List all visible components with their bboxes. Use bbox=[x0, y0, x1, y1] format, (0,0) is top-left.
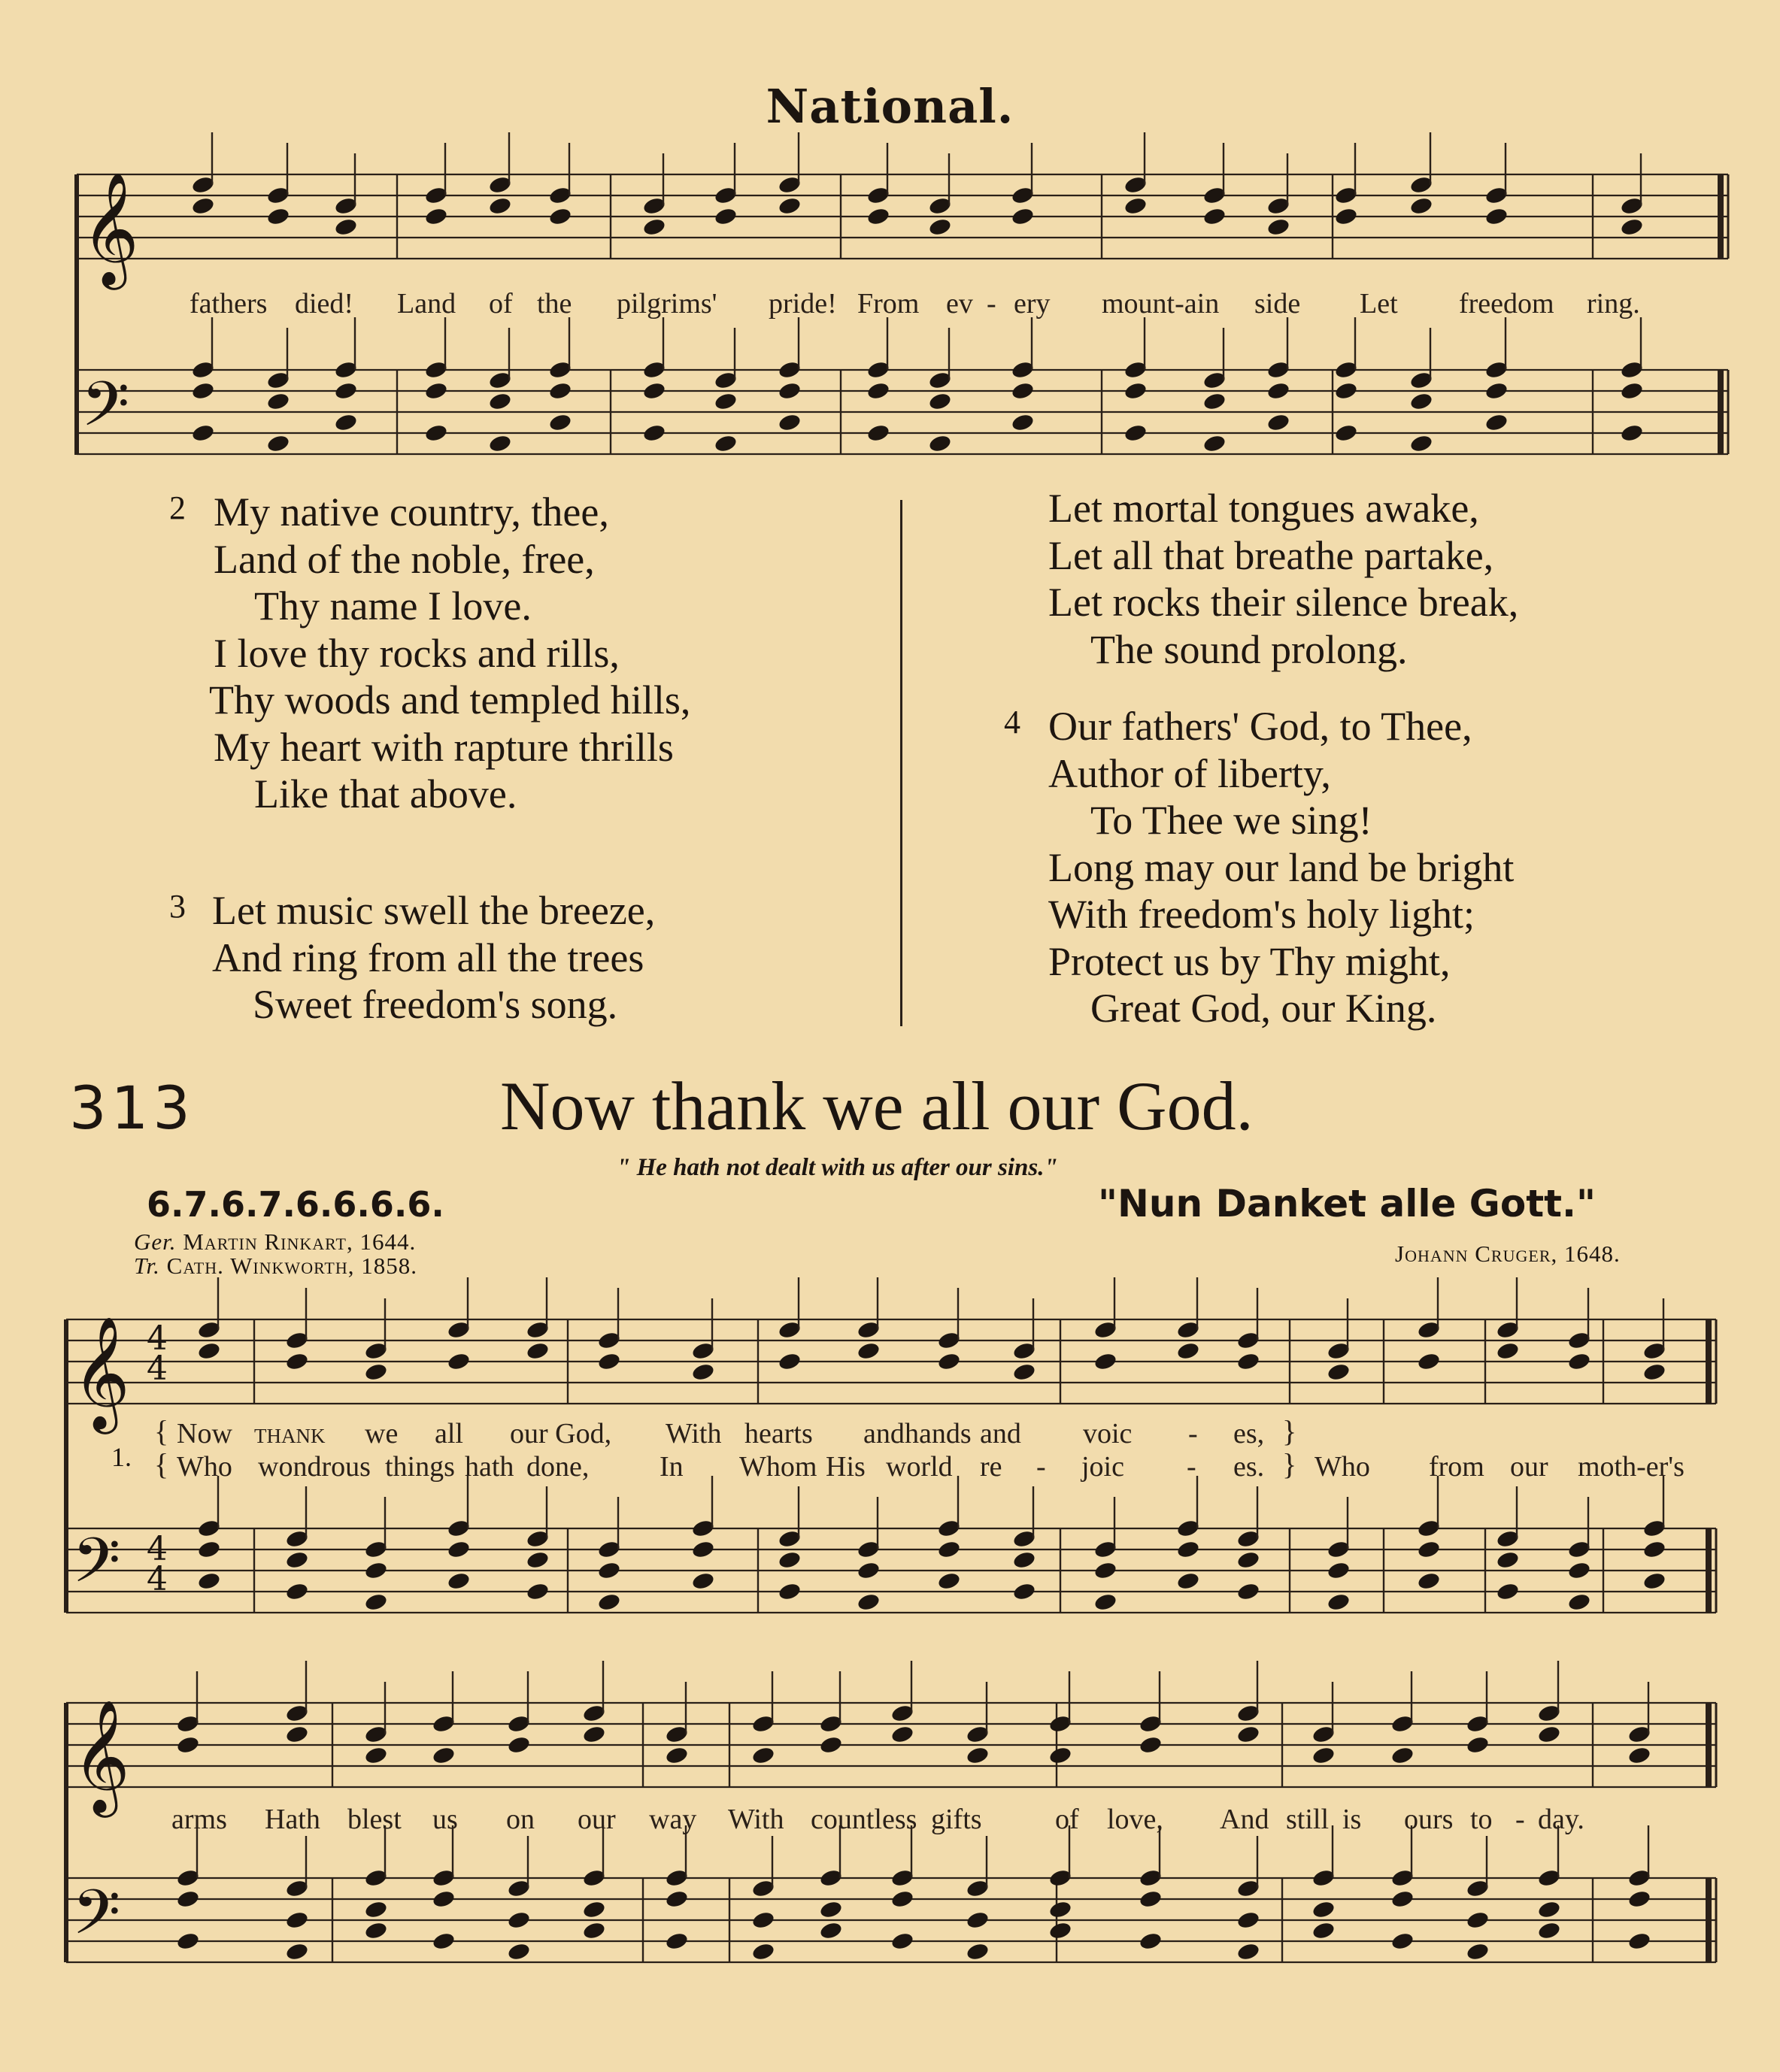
verse-line: Let mortal tongues awake, bbox=[1048, 486, 1479, 531]
epigraph: " He hath not dealt with us after our sins." bbox=[617, 1154, 1058, 1181]
lyric-word: our God, bbox=[510, 1418, 612, 1449]
verse-line: Let rocks their silence break, bbox=[1048, 580, 1519, 625]
lyric-word: pilgrims' bbox=[617, 288, 717, 320]
translator-role: Tr. bbox=[134, 1253, 160, 1279]
lyric-word: es, bbox=[1233, 1418, 1265, 1449]
lyric-word: side bbox=[1254, 288, 1301, 320]
lyric-word: fathers bbox=[190, 288, 268, 320]
lyric-word: With bbox=[666, 1418, 722, 1449]
author-name: Martin Rinkart, 1644. bbox=[183, 1228, 417, 1255]
verse-line: I love thy rocks and rills, bbox=[214, 630, 620, 676]
lyric-word: all bbox=[435, 1418, 463, 1449]
hymn-number: 313 bbox=[69, 1075, 195, 1143]
lyric-word: And bbox=[1220, 1804, 1269, 1835]
lyric-word: pride! bbox=[769, 288, 837, 320]
lyric-word: - bbox=[1188, 1418, 1198, 1449]
lyric-word: In bbox=[660, 1451, 684, 1483]
lyric-word: Who bbox=[177, 1451, 232, 1483]
verse-line: Protect us by Thy might, bbox=[1048, 938, 1451, 984]
lyric-word: things bbox=[385, 1451, 455, 1483]
lyric-word: day. bbox=[1538, 1804, 1584, 1835]
lyric-word: Hath bbox=[265, 1804, 320, 1835]
time-signature-top: 4 bbox=[147, 1530, 168, 1568]
meter: 6.7.6.7.6.6.6.6. bbox=[147, 1184, 444, 1225]
verse-line: And ring from all the trees bbox=[212, 935, 644, 980]
lyric-word: With bbox=[728, 1804, 784, 1835]
lyric-word: ours bbox=[1404, 1804, 1454, 1835]
treble-clef-icon: 𝄞 bbox=[81, 171, 139, 285]
lyric-word: ev bbox=[946, 288, 973, 320]
lyric-word: thank bbox=[254, 1418, 326, 1449]
translator-name: Cath. Winkworth, 1858. bbox=[166, 1253, 418, 1279]
lyric-word: still bbox=[1286, 1804, 1330, 1835]
lyric-word: done, bbox=[526, 1451, 590, 1483]
author-role: Ger. bbox=[134, 1228, 177, 1255]
time-signature-bottom: 4 bbox=[147, 1350, 168, 1388]
stanza-number: 1. bbox=[111, 1442, 132, 1472]
lyric-word: our bbox=[1510, 1451, 1548, 1483]
brace-open-bottom: { bbox=[154, 1447, 169, 1481]
lyric-word: way bbox=[649, 1804, 697, 1835]
lyric-word: mount-ain bbox=[1102, 288, 1220, 320]
verse-line: Great God, our King. bbox=[1090, 986, 1437, 1031]
verse-line: Thy name I love. bbox=[254, 583, 532, 629]
time-signature-bottom: 4 bbox=[147, 1560, 168, 1598]
hymn-title: Now thank we all our God. bbox=[500, 1068, 1254, 1144]
lyric-word: hath bbox=[465, 1451, 514, 1483]
verse-line: Thy woods and templed hills, bbox=[209, 677, 691, 722]
lyric-word: the bbox=[537, 288, 572, 320]
column-divider bbox=[900, 500, 902, 1026]
lyric-word: from bbox=[1429, 1451, 1484, 1483]
verse-line: Let music swell the breeze, bbox=[212, 888, 656, 933]
lyric-word: gifts bbox=[931, 1804, 982, 1835]
lyric-word: love, bbox=[1107, 1804, 1163, 1835]
lyric-word: to bbox=[1470, 1804, 1493, 1835]
lyric-word: died! bbox=[295, 288, 354, 320]
lyric-word: of bbox=[1055, 1804, 1079, 1835]
lyric-word: ring. bbox=[1587, 288, 1640, 320]
lyric-word: es. bbox=[1233, 1451, 1265, 1483]
lyric-word: re bbox=[980, 1451, 1002, 1483]
lyric-word: and bbox=[980, 1418, 1021, 1449]
lyric-word: - bbox=[987, 288, 996, 320]
lyric-word: is bbox=[1342, 1804, 1362, 1835]
brace-close-bottom: } bbox=[1282, 1447, 1297, 1481]
lyric-word: blest bbox=[347, 1804, 402, 1835]
lyric-word: of bbox=[489, 288, 513, 320]
lyric-word: - bbox=[1187, 1451, 1196, 1483]
bass-clef-icon: 𝄢 bbox=[72, 1876, 121, 1964]
verse-line: The sound prolong. bbox=[1090, 626, 1408, 672]
lyric-word: hands bbox=[905, 1418, 972, 1449]
lyric-word: ery bbox=[1014, 288, 1051, 320]
lyric-word: hearts bbox=[744, 1418, 813, 1449]
verse-line: Our fathers' God, to Thee, bbox=[1048, 704, 1472, 749]
verse-line: Author of liberty, bbox=[1048, 750, 1331, 796]
lyric-word: our bbox=[578, 1804, 616, 1835]
lyric-word: Let bbox=[1360, 288, 1398, 320]
bass-clef-icon: 𝄢 bbox=[72, 1524, 121, 1612]
verse-line: My native country, thee, bbox=[214, 489, 609, 535]
bass-clef-icon: 𝄢 bbox=[81, 368, 130, 456]
lyric-word: voic bbox=[1083, 1418, 1133, 1449]
brace-close-top: } bbox=[1282, 1414, 1297, 1448]
lyric-word: From bbox=[857, 288, 920, 320]
lyric-word: Who bbox=[1315, 1451, 1370, 1483]
lyric-word: and bbox=[863, 1418, 905, 1449]
verse-line: With freedom's holy light; bbox=[1048, 892, 1475, 937]
lyric-word: countless bbox=[811, 1804, 917, 1835]
lyric-word: freedom bbox=[1459, 288, 1554, 320]
lyric-word: world bbox=[886, 1451, 953, 1483]
section-heading: National. bbox=[766, 79, 1014, 134]
author-credit bbox=[134, 1228, 416, 1256]
verse-line: Long may our land be bright bbox=[1048, 844, 1515, 890]
verse-number: 3 bbox=[169, 888, 186, 925]
lyric-word: Now bbox=[177, 1418, 232, 1449]
lyric-word: us bbox=[432, 1804, 458, 1835]
verse-number: 4 bbox=[1004, 704, 1020, 741]
verse-line: To Thee we sing! bbox=[1090, 798, 1372, 843]
lyric-word: joic bbox=[1081, 1451, 1124, 1483]
verse-line: Sweet freedom's song. bbox=[253, 982, 618, 1027]
lyric-word: His bbox=[826, 1451, 866, 1483]
composer-credit: Johann Cruger, 1648. bbox=[1395, 1240, 1621, 1267]
verse-line: Like that above. bbox=[254, 771, 517, 816]
lyric-word: moth-er's bbox=[1578, 1451, 1684, 1483]
lyric-word: arms bbox=[171, 1804, 227, 1835]
tune-name: "Nun Danket alle Gott." bbox=[1098, 1182, 1597, 1225]
lyric-word: - bbox=[1036, 1451, 1046, 1483]
verse-number: 2 bbox=[169, 489, 186, 526]
translator-credit bbox=[134, 1253, 417, 1280]
verse-line: Let all that breathe partake, bbox=[1048, 532, 1494, 578]
verse-line: Land of the noble, free, bbox=[214, 536, 595, 582]
lyric-word: Whom bbox=[739, 1451, 817, 1483]
lyric-word: we bbox=[365, 1418, 399, 1449]
lyric-word: Land bbox=[397, 288, 456, 320]
lyric-word: on bbox=[506, 1804, 535, 1835]
treble-clef-icon: 𝄞 bbox=[72, 1315, 130, 1429]
treble-clef-icon: 𝄞 bbox=[72, 1698, 130, 1813]
lyric-word: - bbox=[1515, 1804, 1525, 1835]
time-signature-top: 4 bbox=[147, 1319, 168, 1358]
brace-open-top: { bbox=[154, 1414, 169, 1448]
lyric-word: wondrous bbox=[258, 1451, 371, 1483]
verse-line: My heart with rapture thrills bbox=[214, 724, 674, 770]
